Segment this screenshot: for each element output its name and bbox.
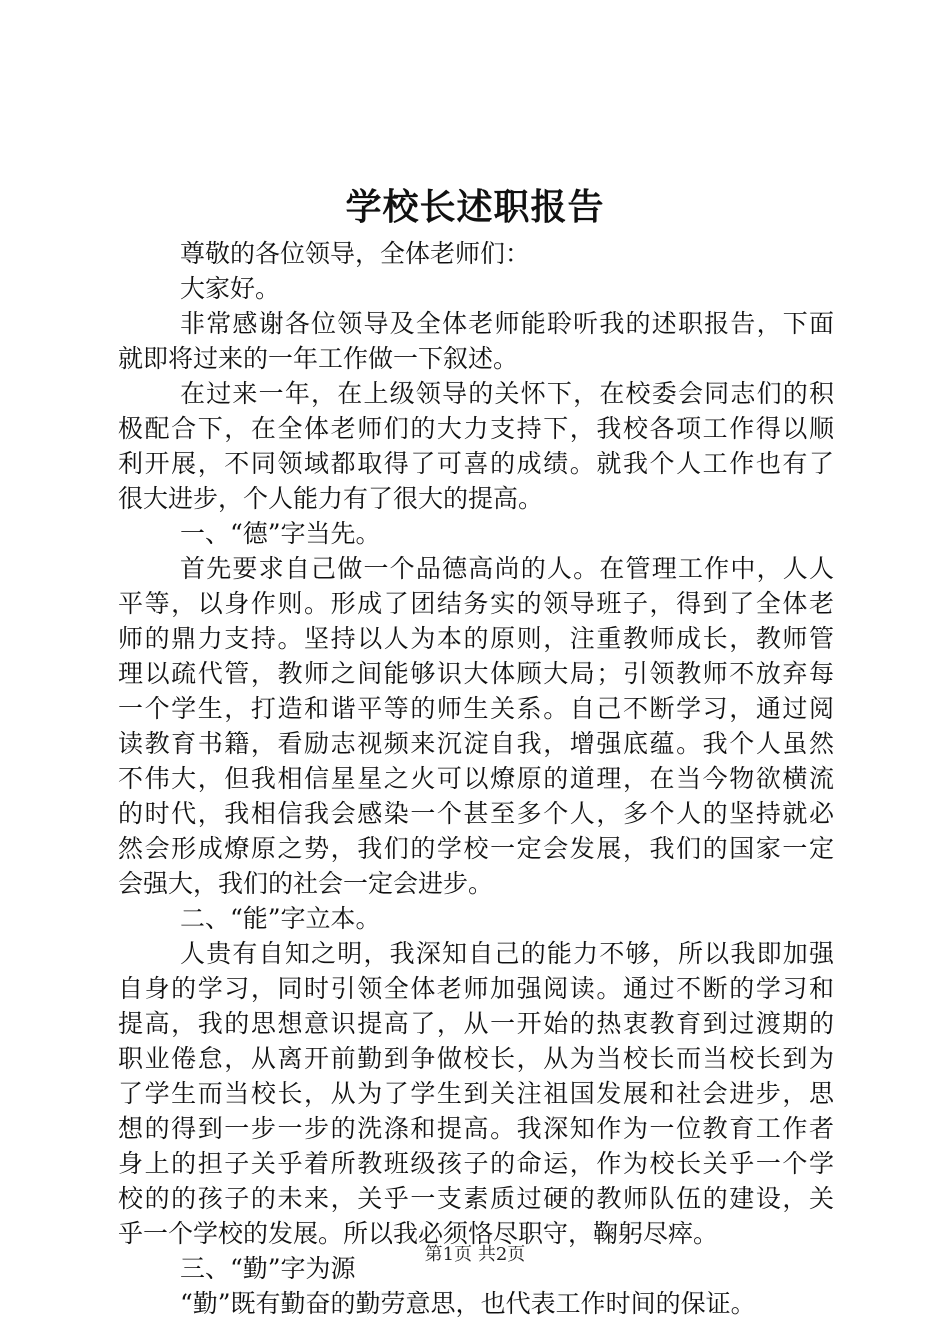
- body-line: 会强大，我们的社会一定会进步。: [118, 869, 494, 898]
- body-line: 理以疏代管，教师之间能够识大体顾大局；引领教师不放弃每: [118, 659, 834, 688]
- body-line: 自身的学习，同时引领全体老师加强阅读。通过不断的学习和: [118, 974, 834, 1003]
- document-title: 学校长述职报告: [345, 186, 605, 228]
- body-line: 乎一个学校的发展。所以我必须恪尽职守，鞠躬尽瘁。: [118, 1219, 719, 1248]
- body-line: 就即将过来的一年工作做一下叙述。: [118, 344, 519, 373]
- salutation-line: 尊敬的各位领导，全体老师们：: [180, 239, 531, 268]
- section-heading: 三、“勤”字为源: [180, 1254, 356, 1283]
- body-line: 在过来一年，在上级领导的关怀下，在校委会同志们的积: [180, 379, 834, 408]
- section-heading: 二、“能”字立本。: [180, 904, 381, 933]
- body-line: 了学生而当校长，从为了学生到关注祖国发展和社会进步，思: [118, 1079, 834, 1108]
- body-line: 师的鼎力支持。坚持以人为本的原则，注重教师成长，教师管: [118, 624, 834, 653]
- body-line: “勤”既有勤奋的勤劳意思，也代表工作时间的保证。: [180, 1289, 756, 1318]
- body-line: 校的的孩子的未来，关乎一支素质过硬的教师队伍的建设，关: [118, 1184, 834, 1213]
- body-line: 职业倦怠，从离开前勤到争做校长，从为当校长而当校长到为: [118, 1044, 834, 1073]
- body-line: 身上的担子关乎着所教班级孩子的命运，作为校长关乎一个学: [118, 1149, 834, 1178]
- body-line: 的时代，我相信我会感染一个甚至多个人，多个人的坚持就必: [118, 799, 834, 828]
- greeting-line: 大家好。: [180, 274, 281, 303]
- body-line: 然会形成燎原之势，我们的学校一定会发展，我们的国家一定: [118, 834, 834, 863]
- body-line: 想的得到一步一步的洗涤和提高。我深知作为一位教育工作者: [118, 1114, 834, 1143]
- body-line: 很大进步，个人能力有了很大的提高。: [118, 484, 544, 513]
- document-body: [118, 236, 834, 1321]
- body-line: 读教育书籍，看励志视频来沉淀自我，增强底蕴。我个人虽然: [118, 729, 834, 758]
- body-line: 人贵有自知之明，我深知自己的能力不够，所以我即加强: [180, 939, 834, 968]
- body-line: 一个学生，打造和谐平等的师生关系。自己不断学习，通过阅: [118, 694, 834, 723]
- body-line: 利开展，不同领域都取得了可喜的成绩。就我个人工作也有了: [118, 449, 834, 478]
- body-line: 提高，我的思想意识提高了，从一开始的热衷教育到过渡期的: [118, 1009, 834, 1038]
- body-line: 平等，以身作则。形成了团结务实的领导班子，得到了全体老: [118, 589, 834, 618]
- section-heading: 一、“德”字当先。: [180, 519, 381, 548]
- body-line: 不伟大，但我相信星星之火可以燎原的道理，在当今物欲横流: [118, 764, 834, 793]
- page-footer: [0, 1242, 950, 1268]
- body-line: 非常感谢各位领导及全体老师能聆听我的述职报告，下面: [180, 309, 834, 338]
- page-indicator: 第1页 共2页: [424, 1244, 526, 1265]
- body-line: 极配合下，在全体老师们的大力支持下，我校各项工作得以顺: [118, 414, 834, 443]
- body-line: 首先要求自己做一个品德高尚的人。在管理工作中，人人: [180, 554, 834, 583]
